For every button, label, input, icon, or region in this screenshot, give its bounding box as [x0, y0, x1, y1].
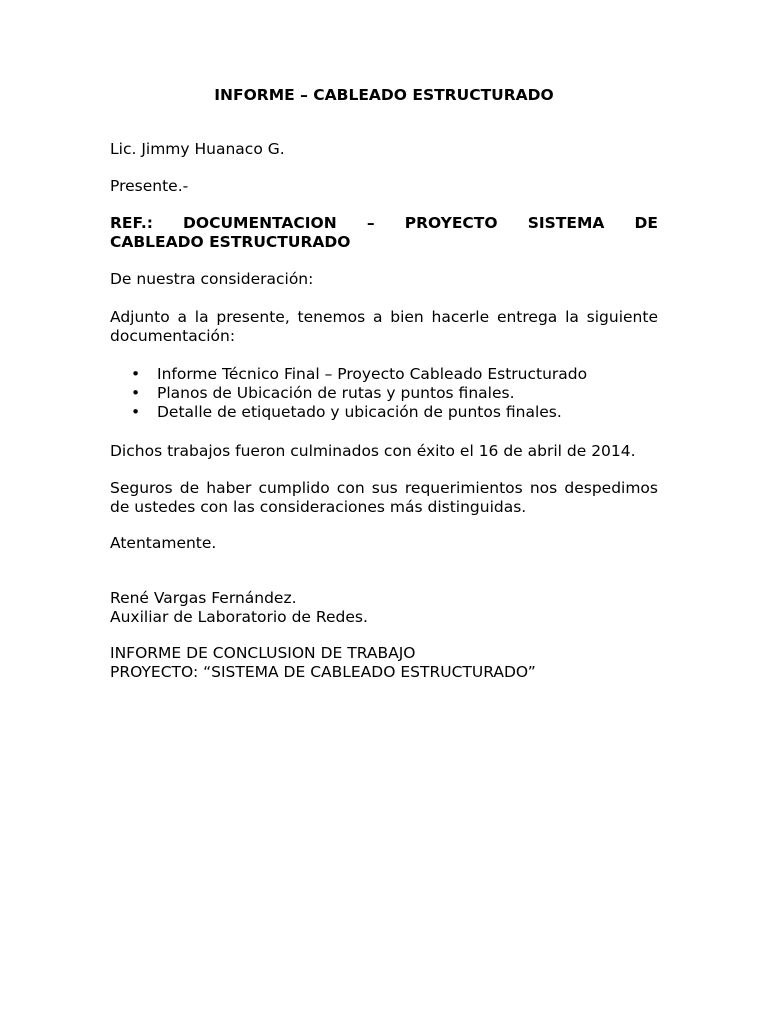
ref-word: REF.:	[110, 214, 153, 232]
document-title: INFORME – CABLEADO ESTRUCTURADO	[214, 86, 554, 104]
signer-name: René Vargas Fernández.	[110, 589, 297, 607]
greeting-line: De nuestra consideración:	[110, 270, 314, 288]
list-item-text: Planos de Ubicación de rutas y puntos finales.	[157, 384, 515, 402]
list-item	[110, 403, 658, 422]
list-item-text: Detalle de etiquetado y ubicación de puntos finales.	[157, 403, 562, 421]
list-item	[110, 384, 658, 403]
letter-body	[110, 86, 658, 682]
recipient-line: Lic. Jimmy Huanaco G.	[110, 140, 285, 158]
reference-line-1	[110, 214, 658, 233]
reference-block	[110, 214, 658, 252]
list-item	[110, 365, 658, 384]
signer-role: Auxiliar de Laboratorio de Redes.	[110, 608, 368, 626]
intro-paragraph: Adjunto a la presente, tenemos a bien hacerle entrega la siguiente documentación:	[110, 308, 658, 345]
closing-paragraph: Seguros de haber cumplido con sus requerimientos nos despedimos de ustedes con las consideraciones más distinguidas.	[110, 479, 658, 516]
list-item-text: Informe Técnico Final – Proyecto Cableado Estructurado	[157, 365, 588, 383]
ref-word: DOCUMENTACION	[183, 214, 337, 232]
ref-word: DE	[634, 214, 658, 232]
footer-line-1: INFORME DE CONCLUSION DE TRABAJO	[110, 644, 416, 662]
bullet-icon: •	[131, 384, 141, 402]
presente-line: Presente.-	[110, 177, 189, 195]
ref-word: PROYECTO	[404, 214, 498, 232]
ref-word: SISTEMA	[527, 214, 605, 232]
footer-line-2: PROYECTO: “SISTEMA DE CABLEADO ESTRUCTURADO”	[110, 663, 536, 681]
sign-off-line: Atentamente.	[110, 534, 217, 552]
ref-word: –	[366, 214, 375, 232]
documents-list	[110, 365, 658, 422]
bullet-icon: •	[131, 403, 141, 421]
reference-line-2: CABLEADO ESTRUCTURADO	[110, 233, 351, 251]
completion-paragraph: Dichos trabajos fueron culminados con éxito el 16 de abril de 2014.	[110, 442, 636, 460]
bullet-icon: •	[131, 365, 141, 383]
